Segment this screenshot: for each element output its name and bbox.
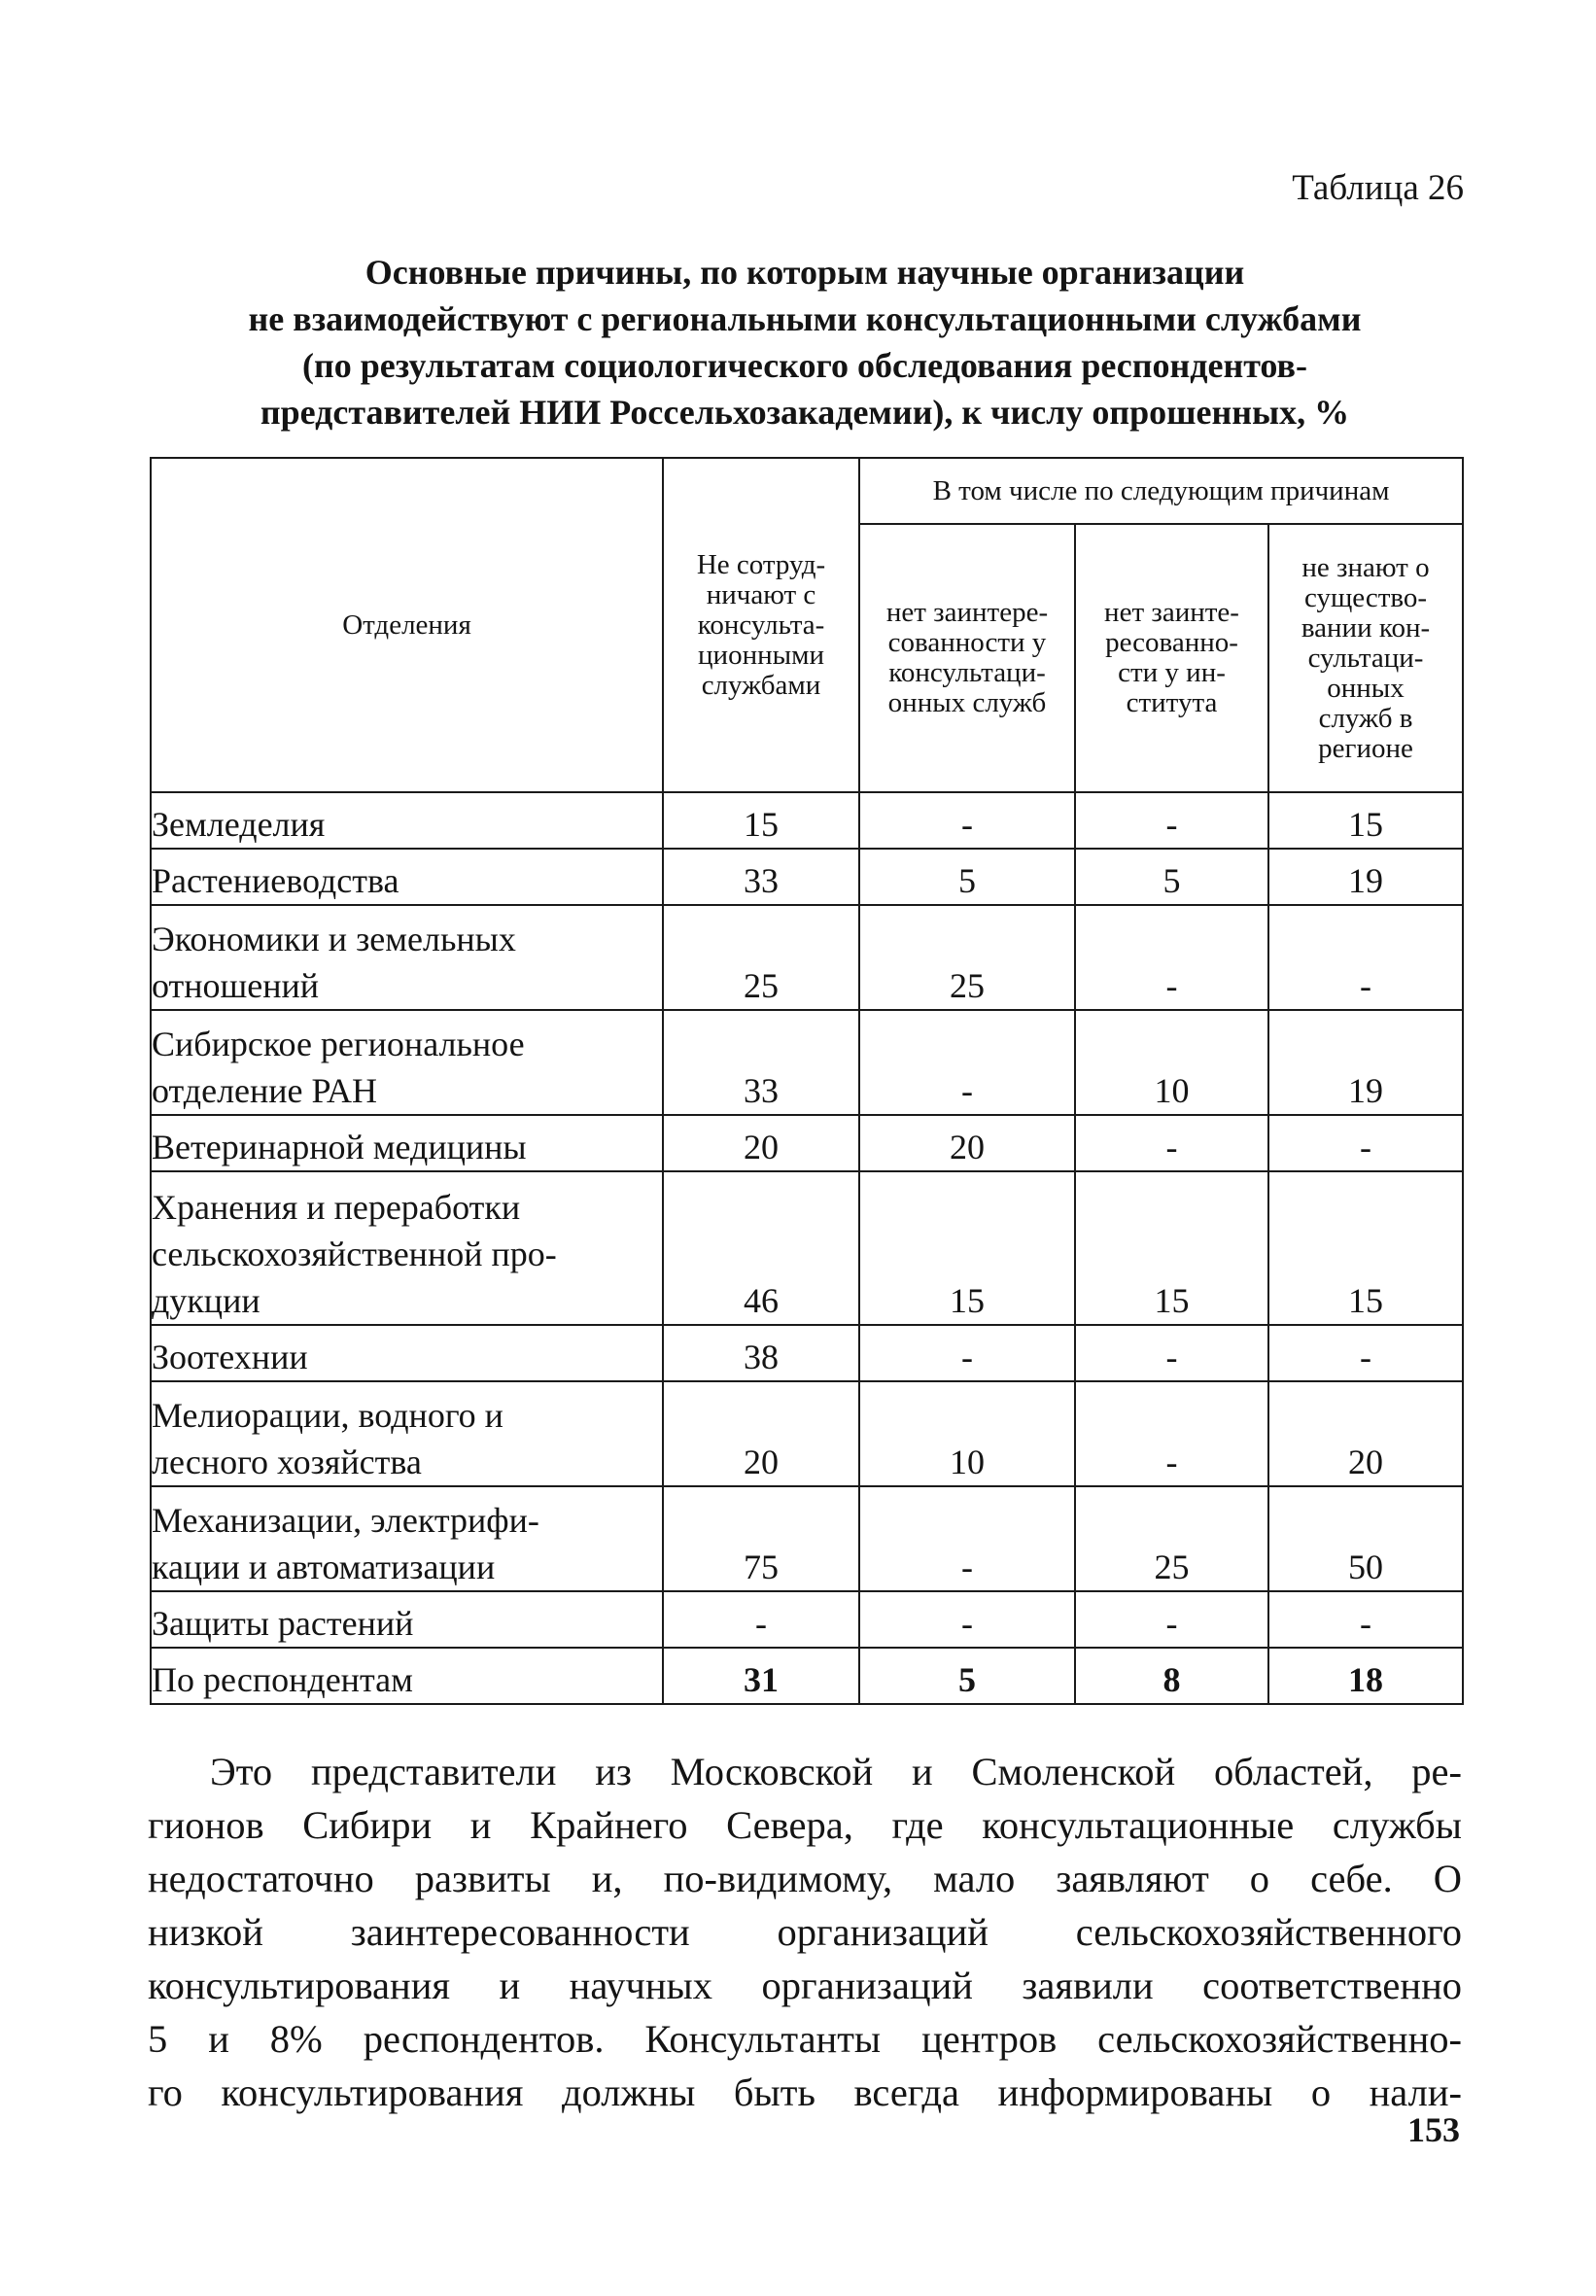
paragraph-line: низкой заинтересованности организаций сельскохозяйственного <box>148 1910 1462 1954</box>
department-name: Растениеводства <box>151 849 663 905</box>
value-cell: - <box>859 1486 1075 1591</box>
value-cell: 75 <box>663 1486 859 1591</box>
value-cell: - <box>1268 1591 1463 1648</box>
value-cell: 15 <box>663 792 859 849</box>
value-cell: - <box>663 1591 859 1648</box>
value-cell: - <box>1268 1325 1463 1381</box>
table-row <box>151 792 1463 849</box>
department-name: По респондентам <box>151 1648 663 1704</box>
value-cell: 8 <box>1075 1648 1268 1704</box>
paragraph-line: консультирования и научных организаций заявили соответственно <box>148 1964 1462 2007</box>
value-cell: 38 <box>663 1325 859 1381</box>
value-cell: - <box>1075 1381 1268 1486</box>
department-name: Сибирское региональное отделение РАН <box>151 1010 663 1115</box>
value-cell: 20 <box>663 1381 859 1486</box>
value-cell: 5 <box>1075 849 1268 905</box>
department-name: Земледелия <box>151 792 663 849</box>
table-row <box>151 1325 1463 1381</box>
value-cell: 50 <box>1268 1486 1463 1591</box>
table-row <box>151 1115 1463 1171</box>
header-reason-institute: нет заинте- ресованно- сти у ин- ститута <box>1075 524 1268 792</box>
header-reason-unaware: не знают о существо- вании кон- сультаци- онных служб в регионе <box>1268 524 1463 792</box>
paragraph-line: 5 и 8% респондентов. Консультанты центров сельскохозяйственно- <box>148 2017 1462 2061</box>
paragraph-line: гионов Сибири и Крайнего Севера, где консультационные службы <box>148 1803 1462 1847</box>
header-departments: Отделения <box>151 458 663 792</box>
table-row <box>151 849 1463 905</box>
title-line: представителей НИИ Россельхозакадемии), к числу опрошенных, % <box>260 393 1350 432</box>
table-row <box>151 1591 1463 1648</box>
paragraph-line: недостаточно развиты и, по-видимому, мало заявляют о себе. О <box>148 1857 1462 1900</box>
body-paragraph <box>148 1745 1462 2119</box>
value-cell: 25 <box>1075 1486 1268 1591</box>
value-cell: - <box>1075 905 1268 1010</box>
value-cell: 15 <box>1268 1171 1463 1325</box>
header-reason-services: нет заинтере- сованности у консультаци- онных служб <box>859 524 1075 792</box>
value-cell: 20 <box>663 1115 859 1171</box>
table-number: Таблица 26 <box>1292 168 1464 208</box>
value-cell: 15 <box>1268 792 1463 849</box>
value-cell: 10 <box>1075 1010 1268 1115</box>
value-cell: 25 <box>663 905 859 1010</box>
table-row <box>151 905 1463 1010</box>
data-table <box>150 457 1464 1705</box>
value-cell: 33 <box>663 1010 859 1115</box>
title-line: Основные причины, по которым научные организации <box>364 253 1245 292</box>
total-row <box>151 1648 1463 1704</box>
department-name: Зоотехнии <box>151 1325 663 1381</box>
value-cell: - <box>859 1010 1075 1115</box>
value-cell: 25 <box>859 905 1075 1010</box>
value-cell: 20 <box>1268 1381 1463 1486</box>
table-row <box>151 1010 1463 1115</box>
value-cell: - <box>1075 1115 1268 1171</box>
value-cell: 46 <box>663 1171 859 1325</box>
value-cell: 15 <box>1075 1171 1268 1325</box>
value-cell: - <box>1075 1325 1268 1381</box>
value-cell: - <box>1075 1591 1268 1648</box>
table-row <box>151 1381 1463 1486</box>
department-name: Механизации, электрифи- кации и автоматизации <box>151 1486 663 1591</box>
table-row <box>151 1486 1463 1591</box>
value-cell: 19 <box>1268 849 1463 905</box>
value-cell: 5 <box>859 849 1075 905</box>
department-name: Хранения и переработки сельскохозяйственной про- дукции <box>151 1171 663 1325</box>
department-name: Защиты растений <box>151 1591 663 1648</box>
value-cell: 10 <box>859 1381 1075 1486</box>
department-name: Мелиорации, водного и лесного хозяйства <box>151 1381 663 1486</box>
paragraph-line: го консультирования должны быть всегда информированы о нали- <box>148 2070 1462 2114</box>
value-cell: 31 <box>663 1648 859 1704</box>
title-line: не взаимодействуют с региональными консультационными службами <box>248 299 1362 338</box>
value-cell: - <box>859 1325 1075 1381</box>
value-cell: - <box>1075 792 1268 849</box>
department-name: Ветеринарной медицины <box>151 1115 663 1171</box>
value-cell: - <box>859 1591 1075 1648</box>
value-cell: - <box>1268 1115 1463 1171</box>
value-cell: - <box>1268 905 1463 1010</box>
table-body <box>151 792 1463 1704</box>
table-row <box>151 1171 1463 1325</box>
value-cell: 19 <box>1268 1010 1463 1115</box>
title-line: (по результатам социологического обследования респондентов- <box>302 346 1307 385</box>
table-title <box>148 249 1462 435</box>
value-cell: 5 <box>859 1648 1075 1704</box>
value-cell: 33 <box>663 849 859 905</box>
page-number: 153 <box>1407 2110 1460 2149</box>
department-name: Экономики и земельных отношений <box>151 905 663 1010</box>
header-reasons-group: В том числе по следующим причинам <box>859 458 1463 524</box>
header-not-cooperating: Не сотруд- ничают с консульта- ционными службами <box>663 458 859 792</box>
value-cell: 15 <box>859 1171 1075 1325</box>
paragraph-line: Это представители из Московской и Смоленской областей, ре- <box>210 1750 1462 1793</box>
value-cell: 18 <box>1268 1648 1463 1704</box>
value-cell: - <box>859 792 1075 849</box>
value-cell: 20 <box>859 1115 1075 1171</box>
